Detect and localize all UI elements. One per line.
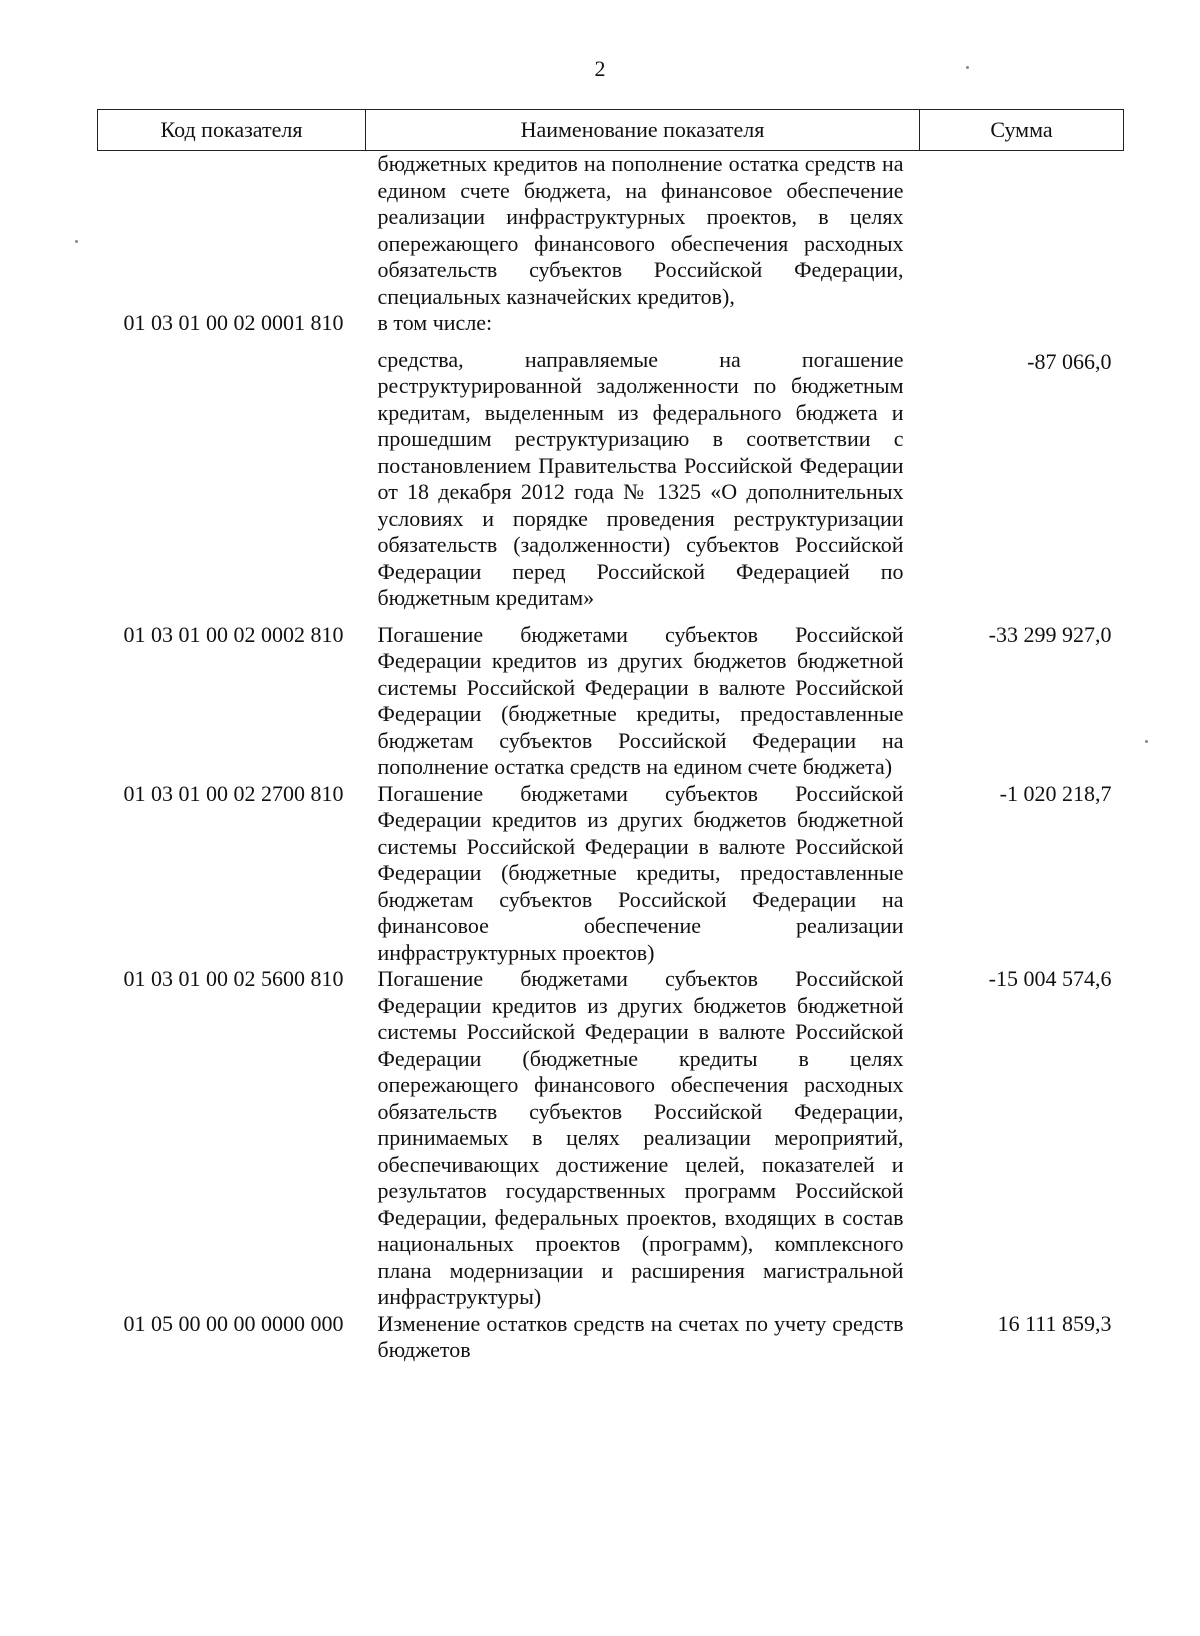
- row-name: Изменение остатков средств на счетах по учету средств бюджетов: [377, 1310, 904, 1362]
- header-sum: Сумма: [920, 110, 1124, 151]
- row-code: 01 03 01 00 02 2700 810: [123, 780, 344, 806]
- row-code: 01 05 00 00 00 0000 000: [123, 1310, 344, 1336]
- table-header-row: [98, 110, 1124, 151]
- row-code: 01 03 01 00 02 5600 810: [123, 966, 344, 991]
- row-sum: -15 004 574,6: [988, 966, 1112, 991]
- row-name: средства, направляемые на погашение реструктурированной задолженности по бюджетным кредитам, выделенным из федерального бюджета и прошедшим реструктуризацию в соответствии с постановлением Правительства Российской Федерации от 18 декабря 2012 года № 1325 «О дополнительных условиях и порядке проведения реструктуризации обязательств (задолженности) субъектов Российской Федерации перед Российской Федерацией по бюджетным кредитам»: [377, 346, 904, 610]
- indicators-table: [97, 109, 1124, 1364]
- scan-speck: [1145, 740, 1148, 743]
- row-name: Погашение бюджетами субъектов Российской Федерации кредитов из других бюджетов бюджетной системы Российской Федерации в валюте Российской Федерации (бюджетные кредиты в целях опережающего финансового обеспечения расходных обязательств субъектов Российской Федерации, принимаемых в целях реализации мероприятий, обеспечивающих достижение целей, показателей и результатов государственных программ Российской Федерации, федеральных проектов, входящих в состав национальных проектов (программ), комплексного плана модернизации и расширения магистральной инфраструктуры): [377, 966, 904, 1309]
- table-row: [98, 966, 1124, 1311]
- table-row: [98, 612, 1124, 781]
- row-sum: 16 111 859,3: [997, 1310, 1112, 1336]
- header-code: Код показателя: [98, 110, 366, 151]
- row-code: 01 03 01 00 02 0001 810: [123, 310, 344, 335]
- row-sum: -33 299 927,0: [988, 621, 1112, 647]
- row-name: Погашение бюджетами субъектов Российской Федерации кредитов из других бюджетов бюджетной системы Российской Федерации в валюте Российской Федерации (бюджетные кредиты, предоставленные бюджетам субъектов Российской Федерации на финансовое обеспечение реализации инфраструктурных проектов): [377, 780, 904, 965]
- row-name-text: бюджетных кредитов на пополнение остатка средств на едином счете бюджета, на финансовое обеспечение реализации инфраструктурных проектов, в целях опережающего финансового обеспечения расходных обязательств субъектов Российской Федерации, специальных казначейских кредитов),: [377, 151, 904, 309]
- table-row: [98, 337, 1124, 612]
- row-name: [366, 151, 920, 337]
- scan-speck: [75, 240, 78, 243]
- table-row: [98, 151, 1124, 337]
- page-number: 2: [594, 56, 606, 81]
- row-name-sub: в том числе:: [377, 310, 493, 335]
- row-code: 01 03 01 00 02 0002 810: [123, 621, 344, 647]
- row-sum: -87 066,0: [1027, 348, 1112, 374]
- row-code: [98, 337, 366, 612]
- row-sum: -1 020 218,7: [999, 780, 1112, 806]
- table-row: [98, 781, 1124, 967]
- scan-speck: [966, 66, 969, 69]
- header-name: Наименование показателя: [366, 110, 920, 151]
- row-name: Погашение бюджетами субъектов Российской Федерации кредитов из других бюджетов бюджетной системы Российской Федерации в валюте Российской Федерации (бюджетные кредиты, предоставленные бюджетам субъектов Российской Федерации на пополнение остатка средств на едином счете бюджета): [377, 621, 904, 779]
- table-row: [98, 1311, 1124, 1364]
- row-sum: [920, 151, 1124, 337]
